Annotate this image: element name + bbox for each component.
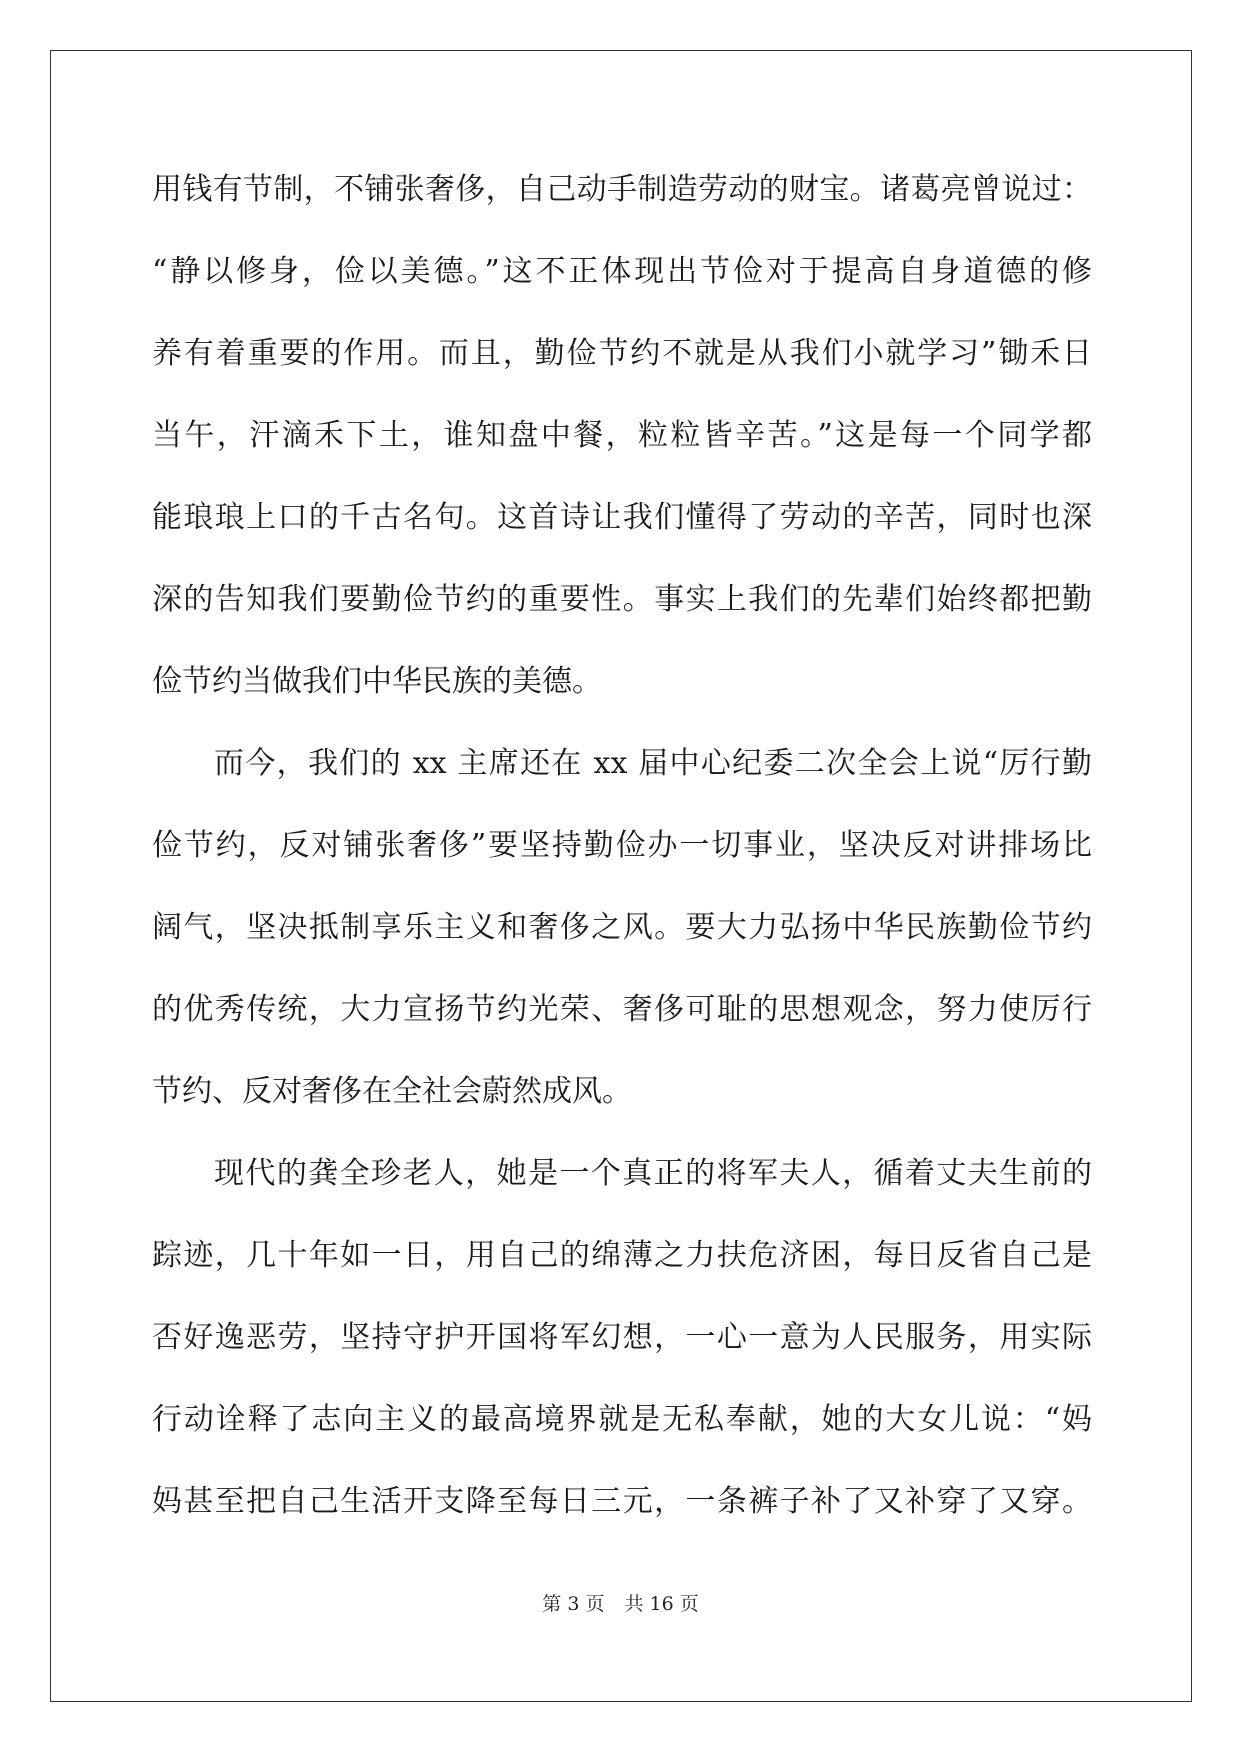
text-line: 节约、反对奢侈在全社会蔚然成风。 (152, 1074, 632, 1109)
document-body (152, 160, 1092, 1554)
text-line: 行动诠释了志向主义的最高境界就是无私奉献，她的大女儿说：“妈 (152, 1402, 1092, 1437)
text-line: 能琅琅上口的千古名句。这首诗让我们懂得了劳动的辛苦，同时也深 (152, 500, 1092, 535)
text-line: 深的告知我们要勤俭节约的重要性。事实上我们的先辈们始终都把勤 (152, 582, 1092, 617)
text-line: 否好逸恶劳，坚持守护开国将军幻想，一心一意为人民服务，用实际 (152, 1320, 1092, 1355)
text-line: 俭节约当做我们中华民族的美德。 (152, 664, 602, 699)
paragraph-2 (152, 734, 1092, 1144)
total-pages: 共 16 页 (624, 1593, 699, 1615)
text-line: 当午，汗滴禾下土，谁知盘中餐，粒粒皆辛苦。”这是每一个同学都 (152, 418, 1092, 453)
paragraph-1 (152, 160, 1092, 734)
page-footer (0, 1592, 1241, 1616)
text-line: 俭节约，反对铺张奢侈”要坚持勤俭办一切事业，坚决反对讲排场比 (152, 828, 1092, 863)
text-line: 而今，我们的 xx 主席还在 xx 届中心纪委二次全会上说“厉行勤 (214, 746, 1092, 781)
text-line: 的优秀传统，大力宣扬节约光荣、奢侈可耻的思想观念，努力使厉行 (152, 992, 1092, 1027)
text-line: 现代的龚全珍老人，她是一个真正的将军夫人，循着丈夫生前的 (214, 1156, 1092, 1191)
text-line: 踪迹，几十年如一日，用自己的绵薄之力扶危济困，每日反省自己是 (152, 1238, 1092, 1273)
text-line: 养有着重要的作用。而且，勤俭节约不就是从我们小就学习”锄禾日 (152, 336, 1092, 371)
text-line: 用钱有节制，不铺张奢侈，自己动手制造劳动的财宝。诸葛亮曾说过： (152, 172, 1092, 207)
text-line: 阔气，坚决抵制享乐主义和奢侈之风。要大力弘扬中华民族勤俭节约 (152, 910, 1092, 945)
text-line: 妈甚至把自己生活开支降至每日三元，一条裤子补了又补穿了又穿。 (152, 1484, 1092, 1519)
page-number: 第 3 页 (542, 1593, 605, 1615)
paragraph-3 (152, 1144, 1092, 1554)
text-line: “静以修身，俭以美德。”这不正体现出节俭对于提高自身道德的修 (152, 254, 1092, 289)
